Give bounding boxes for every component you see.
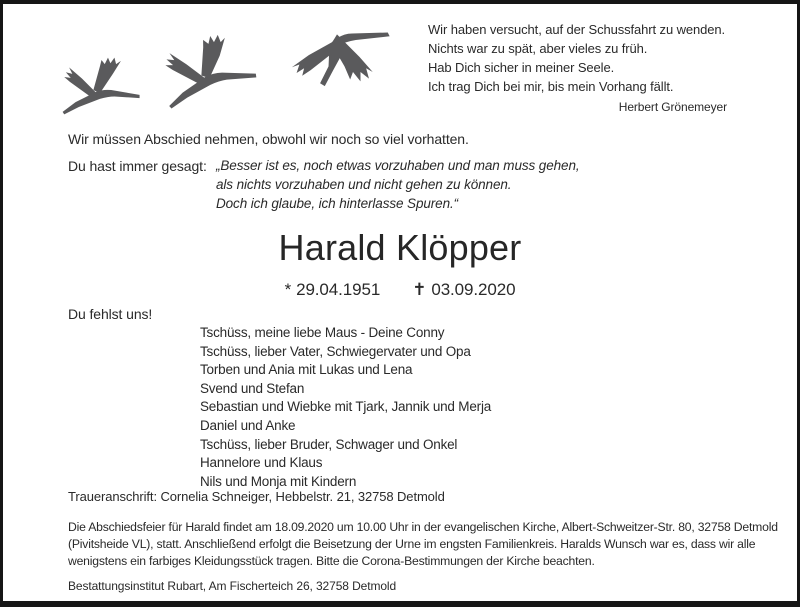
poem-line: Nichts war zu spät, aber vieles zu früh. [428,41,648,56]
crane-icon [160,30,259,108]
poem-line: Wir haben versucht, auf der Schussfahrt zu wenden. [428,22,726,37]
mourner-line: Torben und Ania mit Lukas und Lena [200,362,413,378]
mourner-line: Hannelore und Klaus [200,455,323,471]
crane-icon [63,58,140,115]
saying-line: als nichts vorzuhaben und nicht gehen zu können. [216,177,512,192]
crane-icon [292,33,390,87]
mourners-list [200,324,491,491]
saying-line: Doch ich glaube, ich hinterlasse Spuren.“ [216,196,459,211]
saying-quote [216,156,580,213]
birth-star-symbol: * [284,280,292,299]
life-dates [0,280,800,300]
birth-date-value: 29.04.1951 [296,280,381,299]
ceremony-paragraph: Die Abschiedsfeier für Harald findet am 18.09.2020 um 10.00 Uhr in der evangelischen Kirche, Albert-Schweitzer-Str. 80, 32758 Detmold (Pivitsheide VL), statt. Anschließend erfolgt die Beisetzung der Urne im engsten Familienkreis. Haralds Wunsch war es, dass wir alle wenigstens ein farbiges Kleidungsstück tragen. Bitte die Corona-Bestimmungen der Kirche beachten. [68,520,778,568]
poem-line: Hab Dich sicher in meiner Seele. [428,60,615,75]
mourner-line: Tschüss, lieber Vater, Schwiegervater und Opa [200,343,471,359]
mourner-line: Tschüss, meine liebe Maus - Deine Conny [200,325,445,340]
mourner-line: Daniel und Anke [200,417,296,433]
birth-date [285,280,381,300]
missing-line: Du fehlst uns! [68,306,153,322]
poem-line: Ich trag Dich bei mir, bis mein Vorhang fällt. [428,79,674,94]
saying-line: „Besser ist es, noch etwas vorzuhaben und man muss gehen, [216,158,580,173]
death-date-value: 03.09.2020 [431,280,516,299]
poem-author: Herbert Grönemeyer [618,100,727,114]
funeral-home-line: Bestattungsinstitut Rubart, Am Fischerteich 26, 32758 Detmold [68,579,397,593]
mourner-line: Sebastian und Wiebke mit Tjark, Jannik und Merja [200,399,492,415]
mourner-line: Nils und Monja mit Kindern [200,473,357,489]
flying-cranes-illustration [55,22,400,122]
death-cross-symbol: ✝ [412,280,427,299]
death-date [412,280,515,300]
mourner-line: Tschüss, lieber Bruder, Schwager und Onkel [200,436,458,452]
memorial-poem [428,20,733,114]
intro-line: Wir müssen Abschied nehmen, obwohl wir noch so viel vorhatten. [68,131,469,147]
deceased-name: Harald Klöpper [278,227,522,268]
mourner-line: Svend und Stefan [200,380,305,396]
saying-label: Du hast immer gesagt: [68,158,207,174]
mourning-address-line: Traueranschrift: Cornelia Schneiger, Hebbelstr. 21, 32758 Detmold [68,489,445,504]
